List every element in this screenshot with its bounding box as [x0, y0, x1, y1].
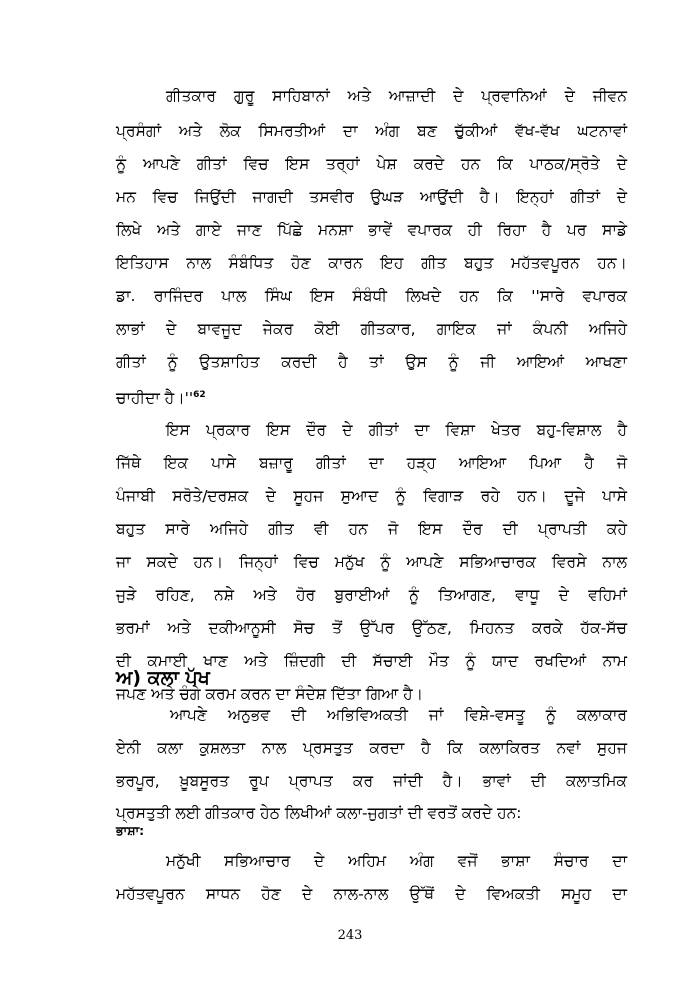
text-line: ਲਾਭਾਂ ਦੇ ਬਾਵਜੂਦ ਜੇਕਰ ਕੋਈ ਗੀਤਕਾਰ, ਗਾਇਕ ਜਾਂ ਕੰਪਨੀ ਅਜਿਹੇ: [116, 320, 627, 338]
text-line: ਜੁੜੇ ਰਹਿਣ, ਨਸ਼ੇ ਅਤੇ ਹੋਰ ਬੁਰਾਈਆਂ ਨੂੰ ਤਿਆਗਣ, ਵਾਧੂ ਦੇ ਵਹਿਮਾਂ: [116, 586, 627, 604]
text-line: ਨੂੰ ਆਪਣੇ ਗੀਤਾਂ ਵਿਚ ਇਸ ਤਰ੍ਹਾਂ ਪੇਸ਼ ਕਰਦੇ ਹਨ ਕਿ ਪਾਠਕ/ਸ੍ਰੋਤੇ ਦੇ: [116, 155, 627, 173]
footnote-reference: 62: [193, 390, 206, 400]
text-line: ਭਰਪੂਰ, ਖ਼ੂਬਸੂਰਤ ਰੂਪ ਪ੍ਰਾਪਤ ਕਰ ਜਾਂਦੀ ਹੈ। ਭਾਵਾਂ ਦੀ ਕਲਾਤਮਿਕ: [116, 772, 627, 790]
text-line: [116, 385, 627, 408]
page-number: 243: [337, 928, 363, 943]
text-line: ਡਾ. ਰਾਜਿੰਦਰ ਪਾਲ ਸਿੰਘ ਇਸ ਸੰਬੰਧੀ ਲਿਖਦੇ ਹਨ ਕਿ ''ਸਾਰੇ ਵਪਾਰਕ: [116, 287, 627, 305]
quote-end-text: ਚਾਹੀਦਾ ਹੈ।'': [116, 389, 194, 407]
text-line: ਮਨ ਵਿਚ ਜਿਉਂਦੀ ਜਾਗਦੀ ਤਸਵੀਰ ਉਘੜ ਆਉਂਦੀ ਹੈ। ਇਨ੍ਹਾਂ ਗੀਤਾਂ ਦੇ: [116, 188, 627, 206]
text-line: ਆਪਣੇ ਅਨੁਭਵ ਦੀ ਅਭਿਵਿਅਕਤੀ ਜਾਂ ਵਿਸ਼ੇ-ਵਸਤੂ ਨੂੰ ਕਲਾਕਾਰ: [170, 706, 627, 724]
text-line: ਦੀ ਕਮਾਈ ਖਾਣ ਅਤੇ ਜ਼ਿੰਦਗੀ ਦੀ ਸੱਚਾਈ ਮੌਤ ਨੂੰ ਯਾਦ ਰਖਦਿਆਂ ਨਾਮ: [116, 652, 627, 670]
text-line: ਭਰਮਾਂ ਅਤੇ ਦਕੀਆਨੂਸੀ ਸੋਚ ਤੋਂ ਉੱਪਰ ਉੱਠਣ, ਮਿਹਨਤ ਕਰਕੇ ਹੱਕ-ਸੱਚ: [116, 619, 627, 637]
text-line: ਜਾ ਸਕਦੇ ਹਨ। ਜਿਨ੍ਹਾਂ ਵਿਚ ਮਨੁੱਖ ਨੂੰ ਆਪਣੇ ਸਭਿਆਚਾਰਕ ਵਿਰਸੇ ਨਾਲ: [116, 553, 627, 571]
text-line: ਗੀਤਾਂ ਨੂੰ ਉਤਸ਼ਾਹਿਤ ਕਰਦੀ ਹੈ ਤਾਂ ਉਸ ਨੂੰ ਜੀ ਆਇਆਂ ਆਖਣਾ: [116, 353, 627, 371]
section-heading: ਅ) ਕਲਾ ਪੱਖ: [116, 667, 210, 689]
text-line: ਲਿਖੇ ਅਤੇ ਗਾਏ ਜਾਣ ਪਿੱਛੇ ਮਨਸ਼ਾ ਭਾਵੇਂ ਵਪਾਰਕ ਹੀ ਰਿਹਾ ਹੈ ਪਰ ਸਾਡੇ: [116, 221, 627, 239]
text-line: ਜਿੱਥੇ ਇਕ ਪਾਸੇ ਬਜ਼ਾਰੂ ਗੀਤਾਂ ਦਾ ਹੜ੍ਹ ਆਇਆ ਪਿਆ ਹੈ ਜੋ: [116, 454, 627, 472]
text-line: ਮਹੱਤਵਪੂਰਨ ਸਾਧਨ ਹੋਣ ਦੇ ਨਾਲ-ਨਾਲ ਉੱਥੋਂ ਦੇ ਵਿਅਕਤੀ ਸਮੂਹ ਦਾ: [116, 885, 627, 903]
text-line: ਪ੍ਰਸਤੁਤੀ ਲਈ ਗੀਤਕਾਰ ਹੇਠ ਲਿਖੀਆਂ ਕਲਾ-ਜੁਗਤਾਂ ਦੀ ਵਰਤੋਂ ਕਰਦੇ ਹਨ:: [116, 804, 522, 822]
text-line: ਏਨੀ ਕਲਾ ਕੁਸ਼ਲਤਾ ਨਾਲ ਪ੍ਰਸਤੁਤ ਕਰਦਾ ਹੈ ਕਿ ਕਲਾਕਿਰਤ ਨਵਾਂ ਸੁਹਜ: [116, 739, 627, 757]
text-line: ਜਪਣ ਅਤੇ ਚੰਗੇ ਕਰਮ ਕਰਨ ਦਾ ਸੰਦੇਸ਼ ਦਿੱਤਾ ਗਿਆ ਹੈ।: [116, 685, 424, 703]
text-line: ਇਸ ਪ੍ਰਕਾਰ ਇਸ ਦੌਰ ਦੇ ਗੀਤਾਂ ਦਾ ਵਿਸ਼ਾ ਖੇਤਰ ਬਹੁ-ਵਿਸ਼ਾਲ ਹੈ: [166, 421, 627, 439]
text-line: ਬਹੁਤ ਸਾਰੇ ਅਜਿਹੇ ਗੀਤ ਵੀ ਹਨ ਜੋ ਇਸ ਦੌਰ ਦੀ ਪ੍ਰਾਪਤੀ ਕਹੇ: [116, 520, 627, 538]
text-line: ਪੰਜਾਬੀ ਸਰੋਤੇ/ਦਰਸ਼ਕ ਦੇ ਸੂਹਜ ਸੁਆਦ ਨੂੰ ਵਿਗਾੜ ਰਹੇ ਹਨ। ਦੂਜੇ ਪਾਸੇ: [116, 487, 627, 505]
text-line: ਮਨੁੱਖੀ ਸਭਿਆਚਾਰ ਦੇ ਅਹਿਮ ਅੰਗ ਵਜੋਂ ਭਾਸ਼ਾ ਸੰਚਾਰ ਦਾ: [166, 852, 627, 870]
text-line: ਗੀਤਕਾਰ ਗੁਰੂ ਸਾਹਿਬਾਨਾਂ ਅਤੇ ਆਜ਼ਾਦੀ ਦੇ ਪ੍ਰਵਾਨਿਆਂ ਦੇ ਜੀਵਨ: [166, 87, 627, 105]
sub-heading: ਭਾਸ਼ਾ:: [116, 823, 145, 838]
text-line: ਇਤਿਹਾਸ ਨਾਲ ਸੰਬੰਧਿਤ ਹੋਣ ਕਾਰਨ ਇਹ ਗੀਤ ਬਹੁਤ ਮਹੱਤਵਪੂਰਨ ਹਨ।: [116, 254, 627, 272]
text-line: ਪ੍ਰਸੰਗਾਂ ਅਤੇ ਲੋਕ ਸਿਮਰਤੀਆਂ ਦਾ ਅੰਗ ਬਣ ਚੁੱਕੀਆਂ ਵੱਖ-ਵੱਖ ਘਟਨਾਵਾਂ: [116, 122, 627, 140]
